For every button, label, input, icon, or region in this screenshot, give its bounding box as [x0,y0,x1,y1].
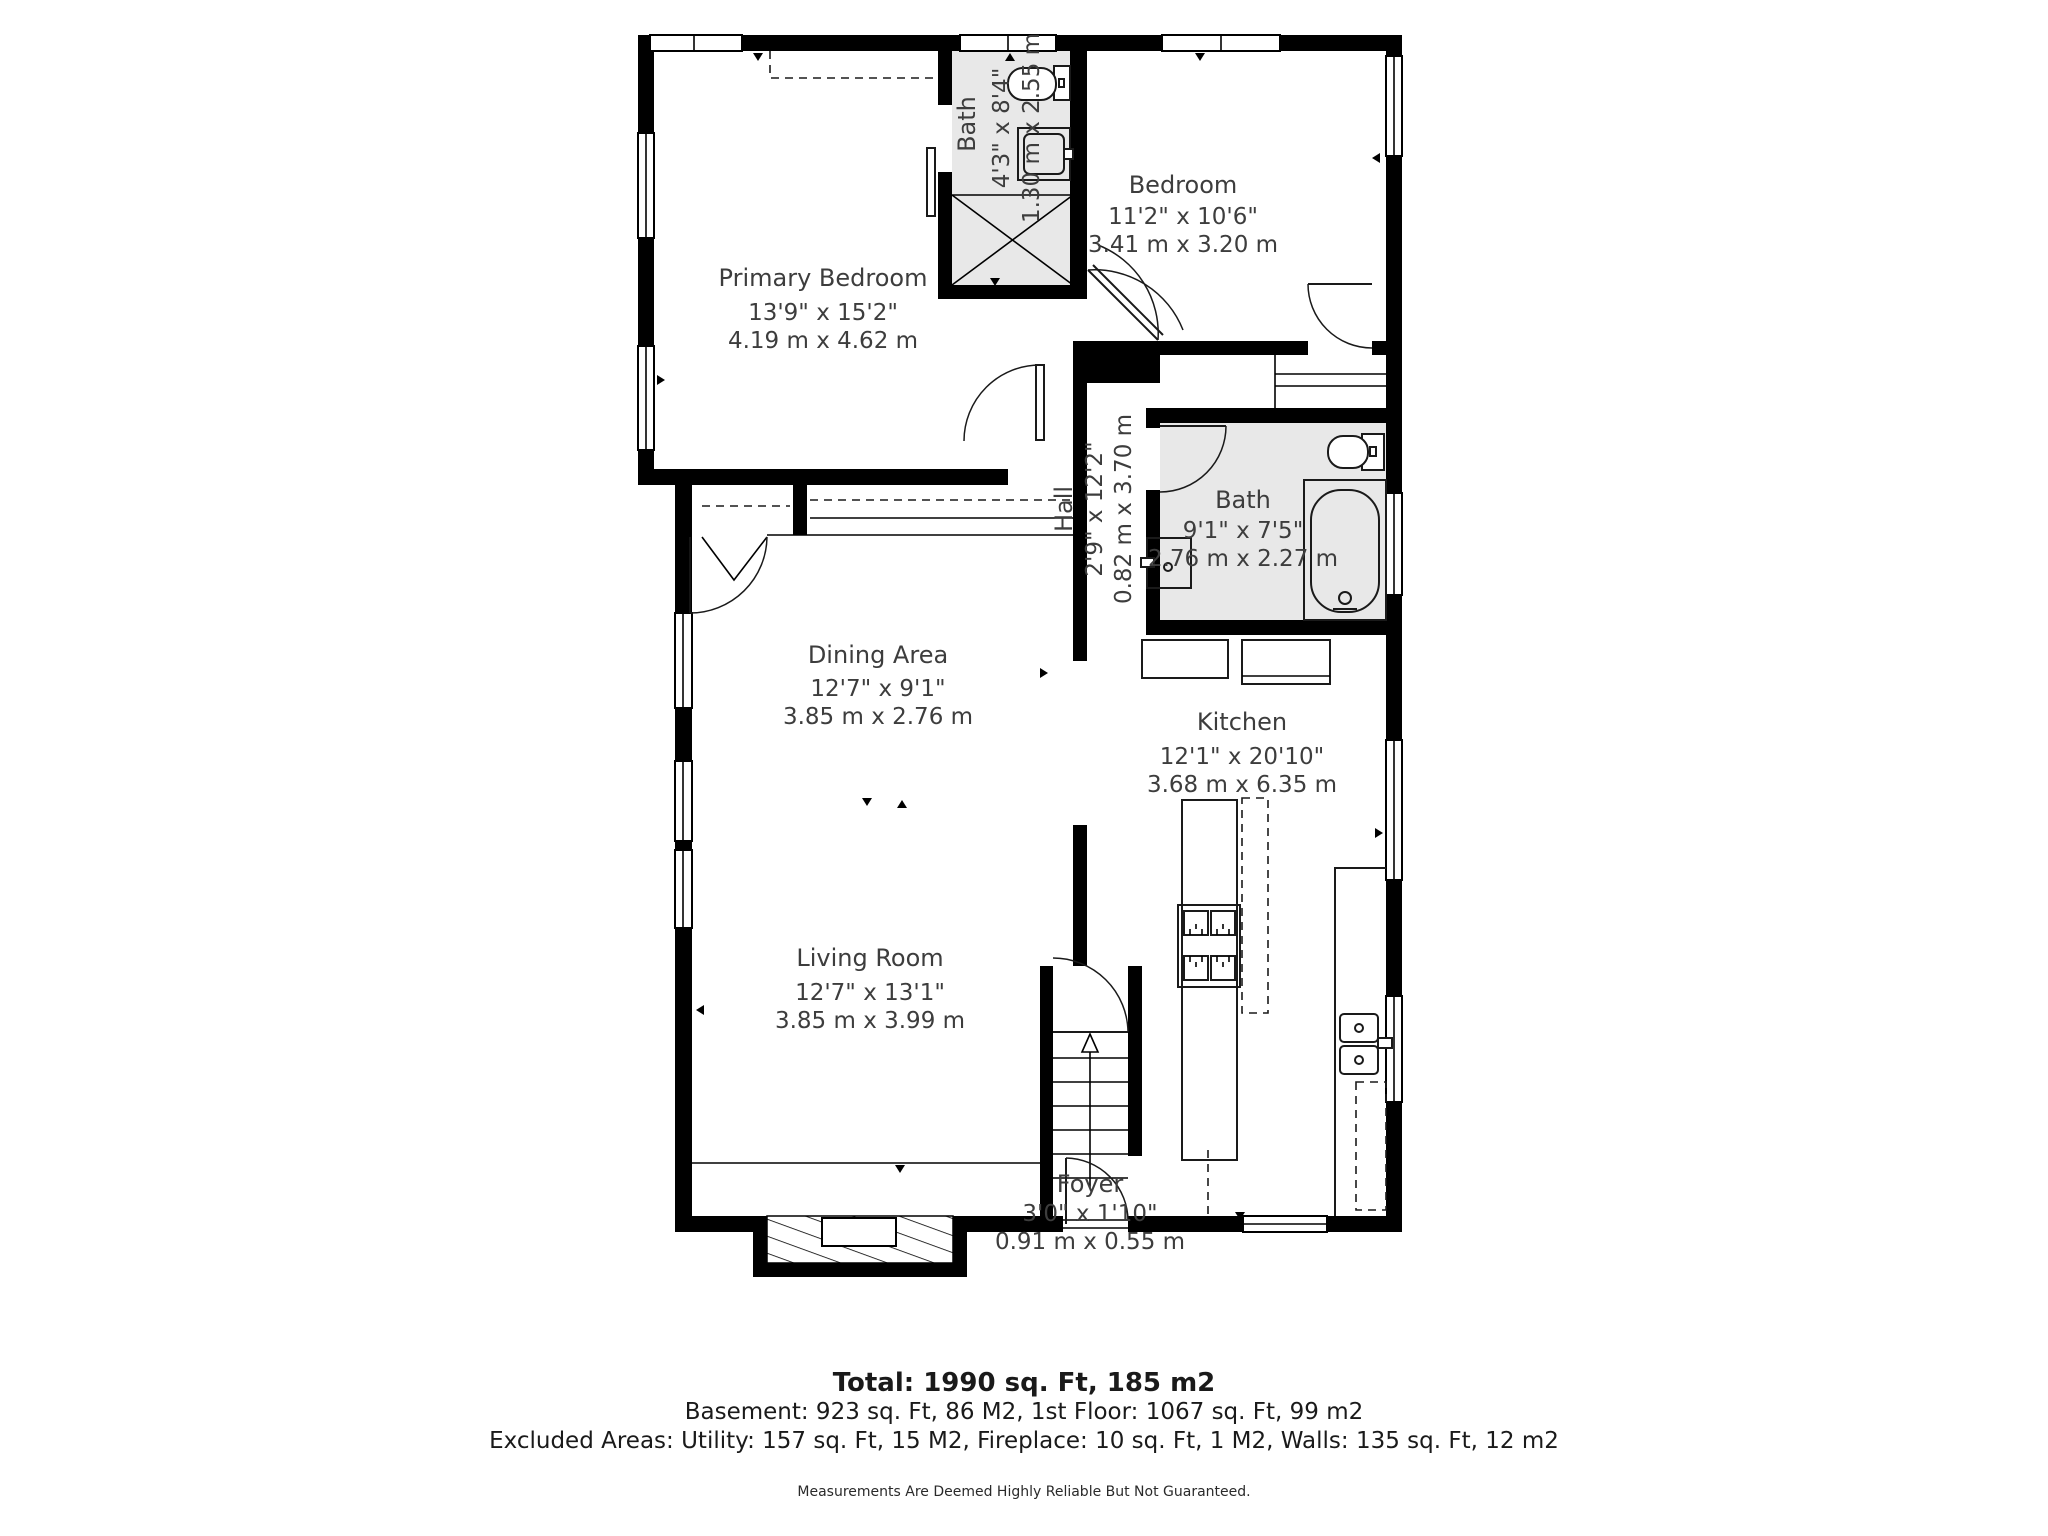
room-name: Kitchen [1196,708,1288,736]
summary-total: Total: 1990 sq. Ft, 185 m2 [832,1368,1216,1398]
stairs [1053,958,1128,1188]
room-name: Hall [1050,485,1078,533]
window-right-bedroom [1386,56,1402,156]
window-left-living-2 [675,850,692,928]
room-dim-imperial: 3'0" x 1'10" [1022,1201,1158,1227]
door-bedroom [1088,245,1183,340]
room-dim-metric: 1.30 m x 2.55 m [1019,32,1045,224]
kitchen-island [1178,798,1268,1215]
window-bottom-kitchen [1243,1216,1327,1232]
toilet-icon-main [1328,434,1384,470]
window-right-kitchen-1 [1386,740,1402,880]
room-label-hall [1050,414,1137,604]
room-label-primary-bedroom [719,264,928,354]
room-dim-imperial: 12'7" x 13'1" [795,980,945,1006]
room-label-foyer [995,1170,1185,1255]
room-dim-imperial: 13'9" x 15'2" [748,300,898,326]
room-label-dining-area [783,641,973,730]
room-label-bedroom [1088,171,1278,258]
room-dim-metric: 3.85 m x 3.99 m [774,1008,966,1034]
window-left-primary-1 [638,133,654,238]
room-name: Bath [953,96,981,152]
door-primary-bedroom [964,365,1070,485]
window-left-dining [675,613,692,708]
room-dim-metric: 4.19 m x 4.62 m [727,328,919,354]
room-dim-imperial: 12'7" x 9'1" [810,676,946,702]
primary-closet [690,485,1075,613]
room-dim-imperial: 4'3" x 8'4" [989,67,1015,189]
room-label-living-room [775,944,965,1034]
room-dim-imperial: 2'9" x 12'2" [1082,441,1108,577]
kitchen-sink-icon [1340,1014,1392,1074]
closet-dashed-outline [770,51,938,78]
summary-block [0,1368,2048,1500]
room-dim-imperial: 12'1" x 20'10" [1159,744,1325,770]
room-name: Foyer [1056,1170,1124,1198]
window-top-primary [650,35,742,51]
floor-plan-drawing [630,28,1410,1290]
fireplace [767,1216,953,1263]
cooktop-icon [1184,911,1235,980]
room-dim-imperial: 11'2" x 10'6" [1108,204,1258,230]
summary-disclaimer: Measurements Are Deemed Highly Reliable But Not Guaranteed. [797,1484,1251,1500]
room-dim-metric: 3.68 m x 6.35 m [1146,772,1338,798]
room-dim-metric: 3.41 m x 3.20 m [1087,232,1279,258]
room-name: Bath [1215,486,1271,514]
room-dim-imperial: 9'1" x 7'5" [1182,518,1304,544]
room-name: Dining Area [807,641,949,669]
window-left-primary-2 [638,346,654,450]
room-name: Primary Bedroom [718,264,928,292]
window-left-living-1 [675,761,692,841]
stairs-up-arrow [1082,1034,1098,1052]
room-name: Bedroom [1128,171,1238,199]
kitchen-cabinets [1142,640,1330,684]
window-right-bath [1386,493,1402,595]
room-dim-metric: 3.85 m x 2.76 m [782,704,974,730]
room-name: Living Room [796,944,944,972]
dishwasher-dashed [1356,1082,1386,1210]
room-dim-metric: 2.76 m x 2.27 m [1147,546,1339,572]
kitchen-counter [1335,868,1392,1216]
room-dim-metric: 0.82 m x 3.70 m [1111,413,1137,605]
room-label-kitchen [1147,708,1337,798]
summary-floors: Basement: 923 sq. Ft, 86 M2, 1st Floor: 1067 sq. Ft, 99 m2 [684,1399,1364,1425]
room-dim-metric: 0.91 m x 0.55 m [994,1229,1186,1255]
summary-excluded: Excluded Areas: Utility: 157 sq. Ft, 15 M2, Fireplace: 10 sq. Ft, 1 M2, Walls: 135 sq. Ft, 12 m2 [489,1428,1559,1454]
window-top-bedroom [1162,35,1280,51]
